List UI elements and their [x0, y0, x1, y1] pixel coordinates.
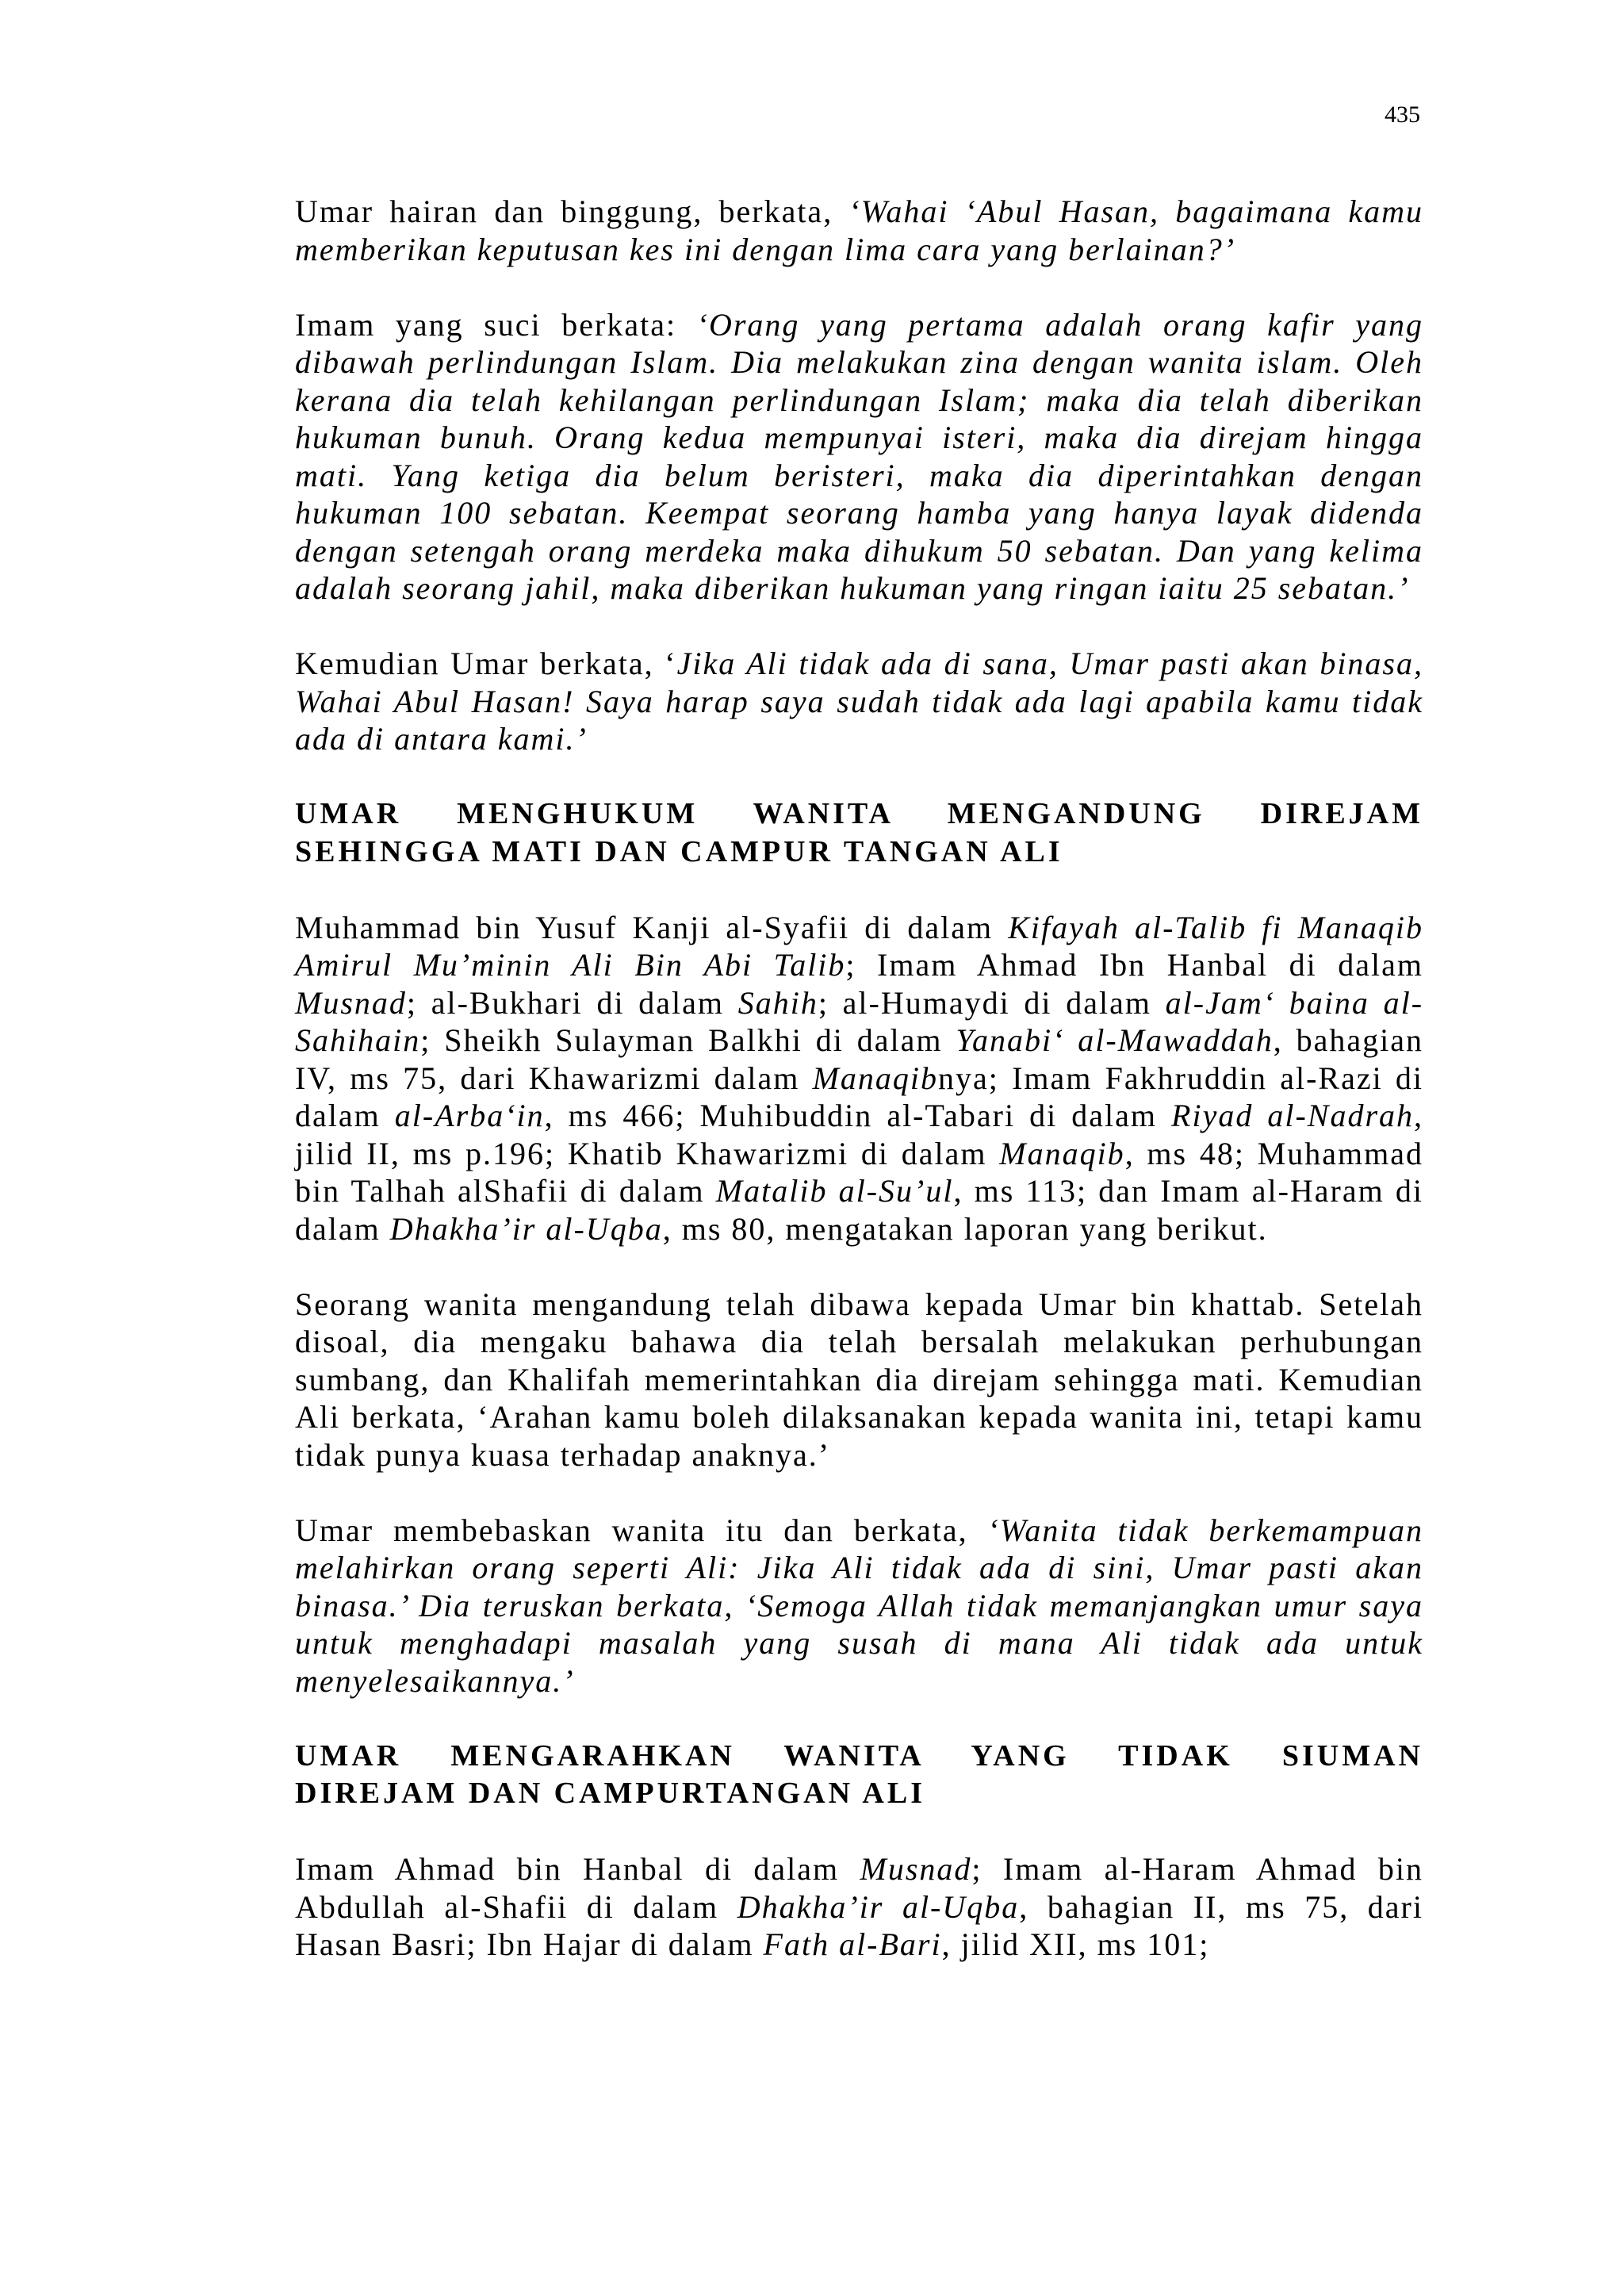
p7-title-3: Fath al-Bari	[763, 1926, 942, 1962]
p4-text-2: ; Imam Ahmad Ibn Hanbal di dalam	[845, 947, 1423, 983]
paragraph-6-quote: ‘Wanita tidak berkemampuan melahirkan orang seperti Ali: Jika Ali tidak ada di sini, Umar pasti akan binasa.’ Dia teruskan berkata, ‘Semoga Allah tidak memanjangkan umur saya untuk menghadapi masalah yang susah di mana Ali tidak ada untuk menyelesaikannya.’	[295, 1512, 1423, 1699]
paragraph-1	[295, 193, 1423, 268]
p4-title-11: Dhakha’ir al-Uqba	[389, 1210, 663, 1247]
paragraph-3-quote: Jika Ali tidak ada di sana, Umar pasti akan binasa, Wahai Abul Hasan! Saya harap saya sudah tidak ada lagi apabila kamu tidak ada di antara kami.’	[295, 646, 1423, 757]
p4-title-10: Matalib al-Su’ul	[715, 1173, 954, 1209]
p4-text-10: , ms 48; Muhammad bin Talhah alShafii di dalam	[295, 1135, 1424, 1209]
section-heading-1-line-2: SEHINGGA MATI DAN CAMPUR TANGAN ALI	[295, 834, 1063, 868]
p4-title-9: Manaqib	[999, 1135, 1125, 1171]
p4-text-3: ; al-Bukhari di dalam	[406, 984, 738, 1021]
paragraph-2-text: Imam yang suci berkata:	[295, 306, 697, 343]
section-heading-2	[295, 1738, 1423, 1813]
paragraph-3	[295, 645, 1423, 758]
page-content	[295, 193, 1423, 2001]
p4-title-1: Kifayah al-Talib fi Manaqib Amirul Mu’minin Ali Bin Abi Talib	[295, 909, 1424, 983]
paragraph-3-text: Kemudian Umar berkata, ‘	[295, 646, 677, 681]
p4-text-5: ; Sheikh Sulayman Balkhi di dalam	[420, 1022, 956, 1058]
p4-title-2: Musnad	[295, 984, 407, 1021]
p7-text-3: , bahagian II, ms 75, dari Hasan Basri; Ibn Hajar di dalam	[295, 1888, 1423, 1962]
p4-title-3: Sahih	[737, 984, 818, 1021]
p4-text-6: , bahagian IV, ms 75, dari Khawarizmi dalam	[295, 1022, 1423, 1096]
paragraph-6-text: Umar membebaskan wanita itu dan berkata,	[295, 1512, 988, 1548]
p4-text-7: nya; Imam Fakhruddin al-Razi di dalam	[295, 1060, 1424, 1133]
paragraph-5	[295, 1286, 1423, 1474]
paragraph-7	[295, 1850, 1423, 1964]
page-number: 435	[1385, 102, 1420, 128]
paragraph-5-text: Seorang wanita mengandung telah dibawa kepada Umar bin khattab. Setelah disoal, dia mengaku bahawa dia telah bersalah melakukan perhubungan sumbang, dan Khalifah memerintahkan dia direjam sehingga mati. Kemudian Ali berkata, ‘Arahan kamu boleh dilaksanakan kepada wanita ini, tetapi kamu tidak punya kuasa terhadap anaknya.’	[295, 1286, 1423, 1473]
paragraph-1-quote: ‘Wahai ‘Abul Hasan, bagaimana kamu memberikan keputusan kes ini dengan lima cara yang berlainan?’	[295, 194, 1423, 267]
p4-text-11: , ms 113; dan Imam al-Haram di dalam	[295, 1173, 1424, 1247]
p7-text-1: Imam Ahmad bin Hanbal di dalam	[295, 1851, 860, 1887]
p4-title-7: al-Arba‘in	[394, 1098, 545, 1133]
p4-text-9: , jilid II, ms p.196; Khatib Khawarizmi di dalam	[295, 1098, 1424, 1171]
p4-title-6: Manaqib	[812, 1060, 938, 1096]
paragraph-4	[295, 909, 1423, 1248]
p7-title-1: Musnad	[860, 1851, 972, 1887]
p7-text-2: ; Imam al-Haram Ahmad bin Abdullah al-Shafii di dalam	[295, 1851, 1423, 1925]
p4-title-5: Yanabi‘ al-Mawaddah	[956, 1022, 1274, 1058]
paragraph-2-quote: ‘Orang yang pertama adalah orang kafir yang dibawah perlindungan Islam. Dia melakukan zina dengan wanita islam. Oleh kerana dia telah kehilangan perlindungan Islam; maka dia telah diberikan hukuman bunuh. Orang kedua mempunyai isteri, maka dia direjam hingga mati. Yang ketiga dia belum beristeri, maka dia diperintahkan dengan hukuman 100 sebatan. Keempat seorang hamba yang hanya layak didenda dengan setengah orang merdeka maka dihukum 50 sebatan. Dan yang kelima adalah seorang jahil, maka diberikan hukuman yang ringan iaitu 25 sebatan.’	[295, 306, 1424, 606]
p4-text-4: ; al-Humaydi di dalam	[818, 984, 1166, 1021]
p4-title-4: al-Jam‘ baina al-Sahihain	[295, 984, 1424, 1058]
section-heading-1-line-1: UMAR MENGHUKUM WANITA MENGANDUNG DIREJAM	[295, 797, 1423, 830]
section-heading-2-line-2: DIREJAM DAN CAMPURTANGAN ALI	[295, 1777, 925, 1810]
section-heading-1	[295, 795, 1423, 871]
paragraph-6	[295, 1512, 1423, 1700]
p4-text-8: , ms 466; Muhibuddin al-Tabari di dalam	[544, 1098, 1172, 1133]
p7-title-2: Dhakha’ir al-Uqba	[737, 1888, 1020, 1925]
section-heading-2-line-1: UMAR MENGARAHKAN WANITA YANG TIDAK SIUMAN	[295, 1738, 1423, 1773]
p4-text-1: Muhammad bin Yusuf Kanji al-Syafii di dalam	[295, 909, 1009, 945]
p4-title-8: Riyad al-Nadrah	[1171, 1098, 1415, 1133]
paragraph-2	[295, 306, 1423, 608]
p4-text-12: , ms 80, mengatakan laporan yang berikut.	[662, 1210, 1268, 1247]
paragraph-1-text: Umar hairan dan binggung, berkata,	[295, 194, 849, 229]
p7-text-4: , jilid XII, ms 101;	[941, 1926, 1210, 1962]
